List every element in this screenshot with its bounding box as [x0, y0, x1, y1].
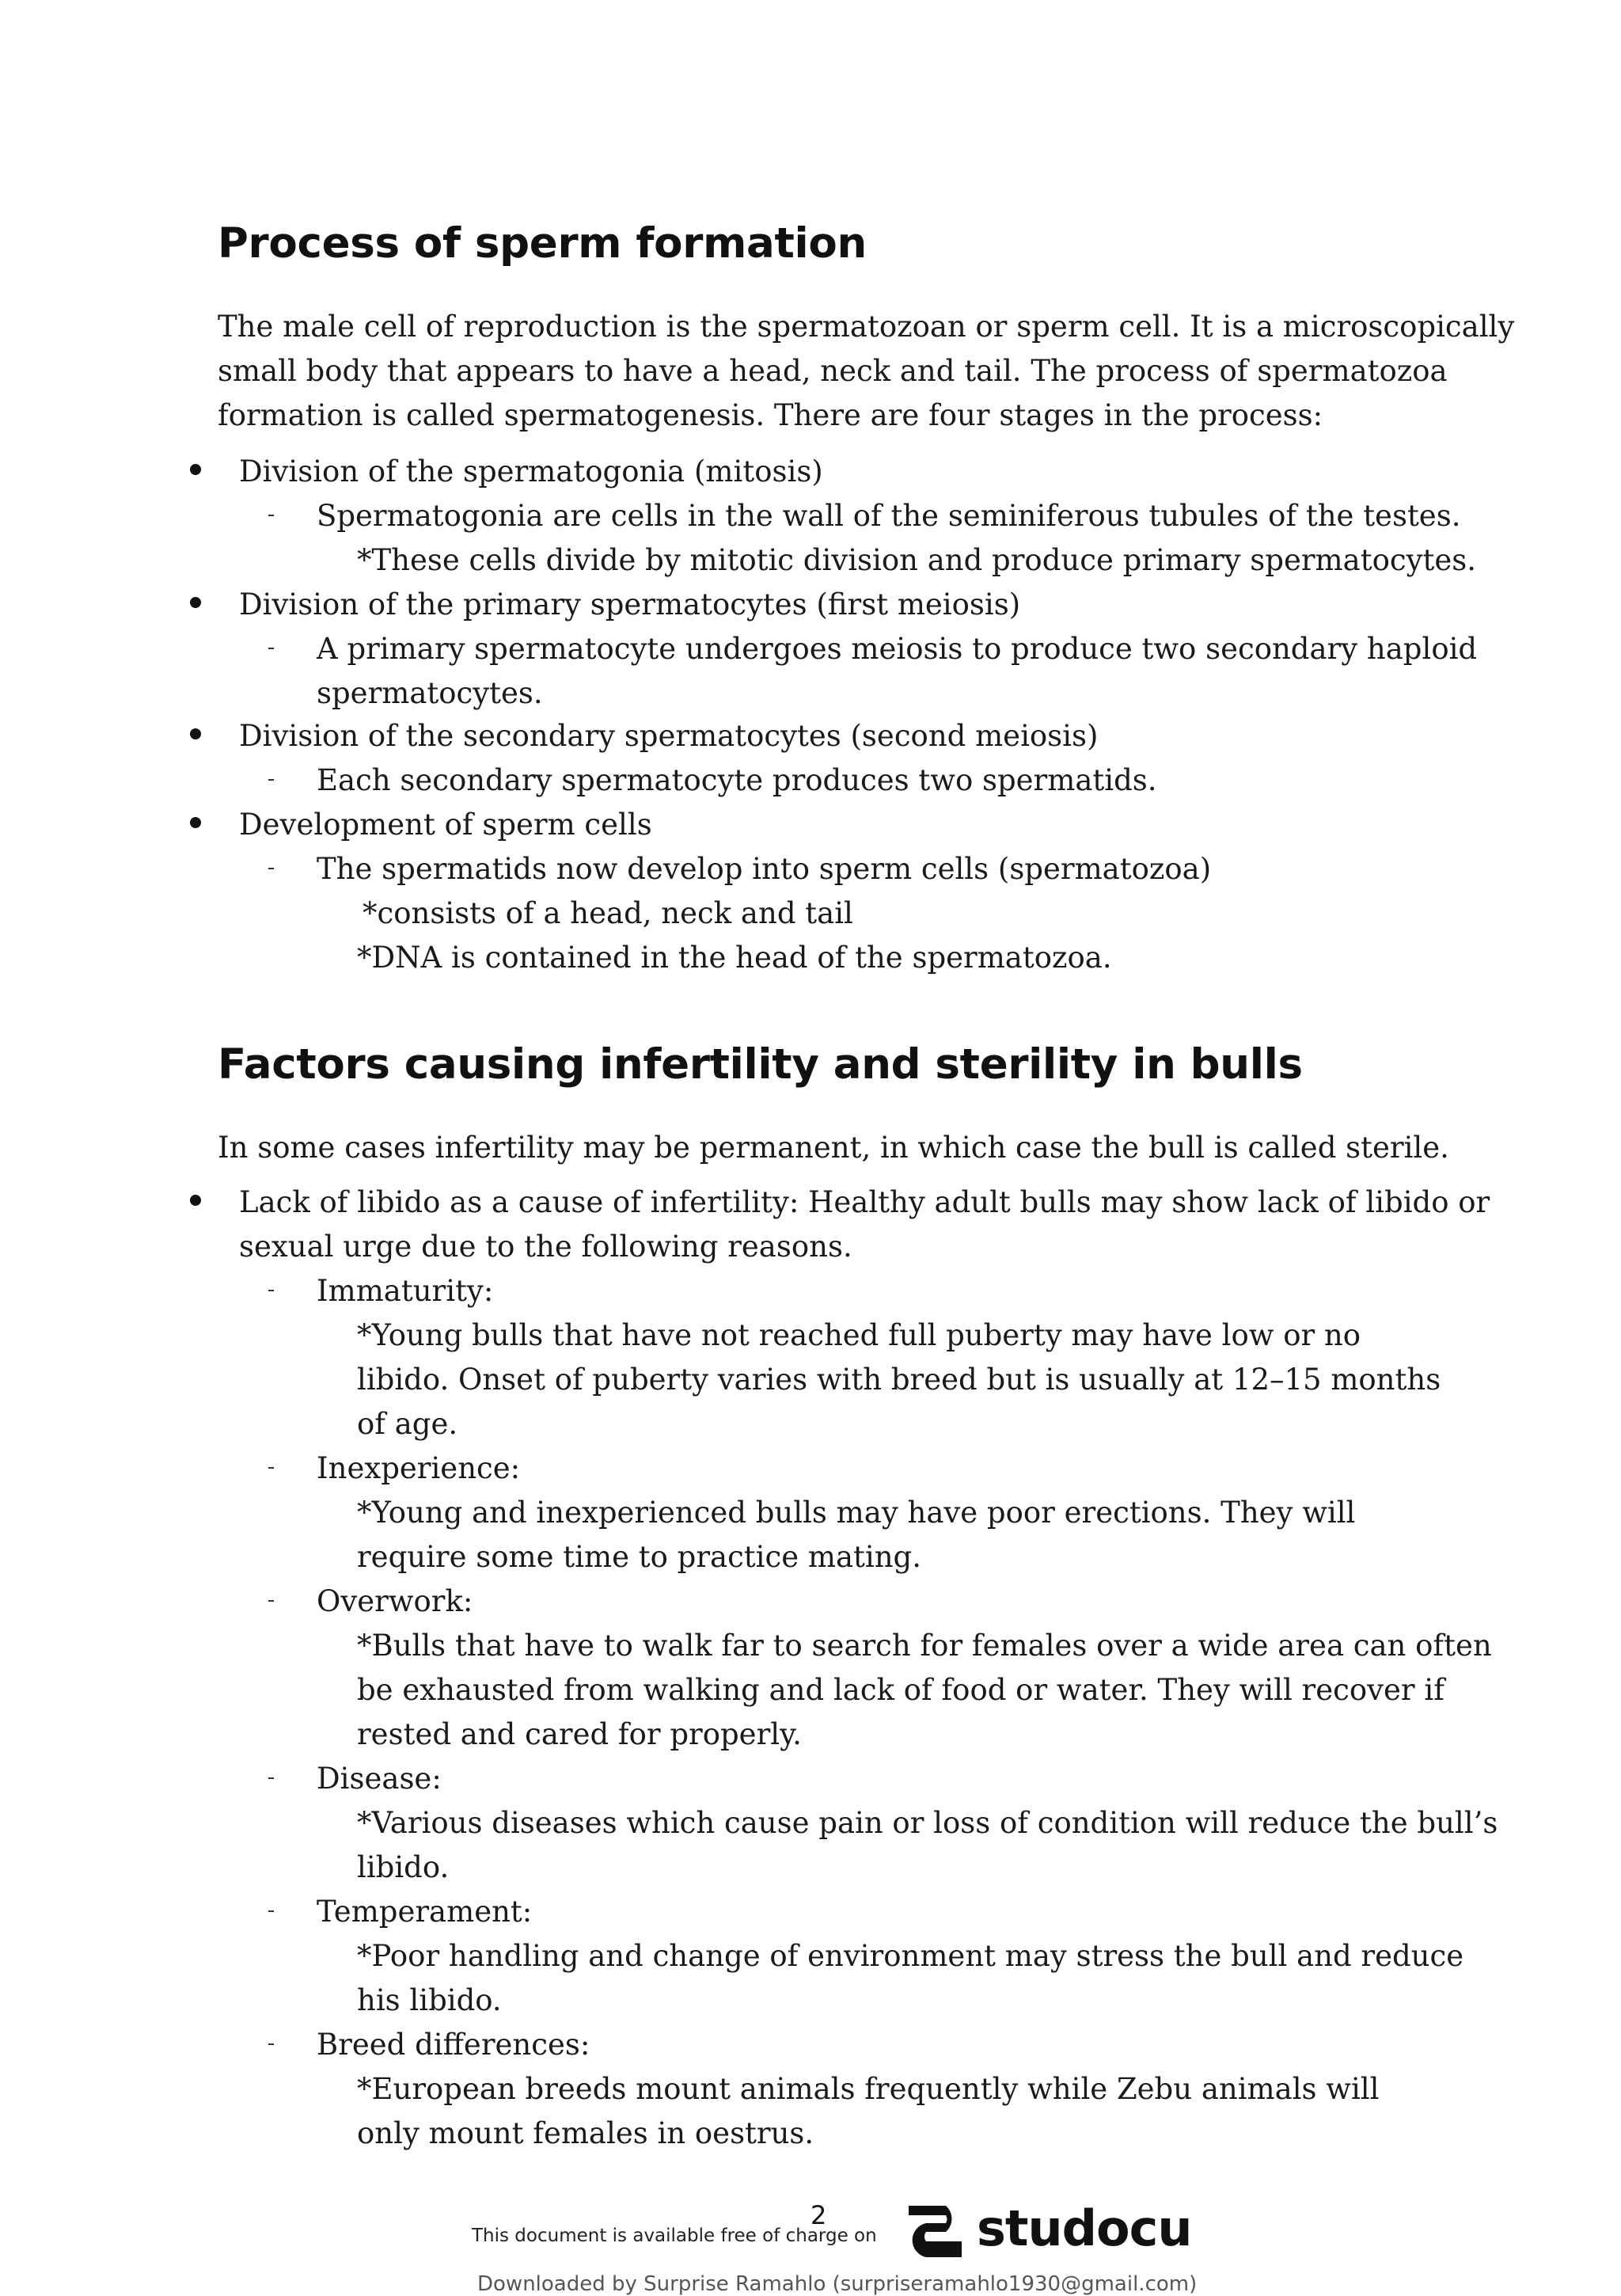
- note-line: his libido.: [357, 1983, 502, 2017]
- note-line: *Young and inexperienced bulls may have poor erections. They will: [357, 1496, 1356, 1530]
- note-line: *European breeds mount animals frequently while Zebu animals will: [357, 2072, 1380, 2106]
- list-item-label: Division of the spermatogonia (mitosis): [239, 454, 823, 488]
- dash-marker: [268, 1290, 274, 1291]
- download-credit: Downloaded by Surprise Ramahlo (surpriseramahlo1930@gmail.com): [477, 2272, 1198, 2296]
- dash-marker: [268, 515, 274, 516]
- sub-item: Each secondary spermatocyte produces two spermatids.: [317, 763, 1157, 797]
- reason-label: Inexperience:: [317, 1451, 521, 1485]
- sub-item: The spermatids now develop into sperm cells (spermatozoa): [317, 852, 1212, 886]
- note-line: *DNA is contained in the head of the spermatozoa.: [357, 941, 1112, 975]
- dash-marker: [268, 648, 274, 649]
- studocu-brand[interactable]: studocu: [977, 2199, 1192, 2257]
- intro-line: formation is called spermatogenesis. There are four stages in the process:: [218, 398, 1323, 432]
- dash-marker: [268, 1467, 274, 1469]
- note-line: only mount females in oestrus.: [357, 2116, 814, 2150]
- reason-label: Immaturity:: [317, 1274, 494, 1308]
- intro-line: small body that appears to have a head, neck and tail. The process of spermatozoa: [218, 354, 1448, 388]
- bullet-marker: [190, 817, 201, 828]
- reason-label: Overwork:: [317, 1584, 473, 1618]
- bullet-marker: [190, 1195, 201, 1206]
- note-line: be exhausted from walking and lack of food or water. They will recover if: [357, 1673, 1444, 1707]
- studocu-logo-icon: [902, 2198, 970, 2265]
- sub-item: spermatocytes.: [317, 676, 543, 710]
- note-line: libido.: [357, 1850, 450, 1884]
- note-line: require some time to practice mating.: [357, 1540, 921, 1574]
- note-line: *Young bulls that have not reached full puberty may have low or no: [357, 1318, 1361, 1352]
- note-line: libido. Onset of puberty varies with breed but is usually at 12–15 months: [357, 1363, 1441, 1397]
- reason-label: Temperament:: [317, 1895, 533, 1929]
- list-item-label: Division of the secondary spermatocytes (second meiosis): [239, 719, 1099, 753]
- dash-marker: [268, 1777, 274, 1779]
- reason-label: Breed differences:: [317, 2028, 590, 2062]
- reason-label: Disease:: [317, 1762, 442, 1796]
- section-title-infertility: Factors causing infertility and sterility in bulls: [218, 1040, 1303, 1089]
- sub-item: A primary spermatocyte undergoes meiosis to produce two secondary haploid: [317, 632, 1478, 666]
- dash-marker: [268, 1910, 274, 1912]
- note-line: *consists of a head, neck and tail: [363, 896, 853, 930]
- note-line: *Various diseases which cause pain or loss of condition will reduce the bull’s: [357, 1806, 1498, 1840]
- bullet-marker: [190, 597, 201, 608]
- list-item-label: Development of sperm cells: [239, 808, 652, 842]
- note-line: *Bulls that have to walk far to search for females over a wide area can often: [357, 1629, 1492, 1663]
- dash-marker: [268, 868, 274, 869]
- list-item-label: Division of the primary spermatocytes (first meiosis): [239, 587, 1021, 622]
- dash-marker: [268, 779, 274, 781]
- note-line: *These cells divide by mitotic division and produce primary spermatocytes.: [357, 543, 1476, 577]
- page-number: 2: [810, 2200, 827, 2230]
- dash-marker: [268, 2043, 274, 2045]
- bullet-marker: [190, 464, 201, 475]
- intro-line: The male cell of reproduction is the spermatozoan or sperm cell. It is a microscopically: [218, 310, 1515, 344]
- section-intro: In some cases infertility may be permanent, in which case the bull is called sterile.: [218, 1131, 1449, 1165]
- list-item-label: Lack of libido as a cause of infertility: Healthy adult bulls may show lack of libido or: [239, 1185, 1490, 1219]
- dash-marker: [268, 1600, 274, 1602]
- note-line: rested and cared for properly.: [357, 1717, 802, 1751]
- availability-text: This document is available free of charge on: [472, 2226, 877, 2246]
- note-line: *Poor handling and change of environment may stress the bull and reduce: [357, 1939, 1464, 1973]
- section-title-sperm-formation: Process of sperm formation: [218, 219, 867, 268]
- note-line: of age.: [357, 1407, 458, 1441]
- sub-item: Spermatogonia are cells in the wall of the seminiferous tubules of the testes.: [317, 499, 1461, 533]
- list-item-label: sexual urge due to the following reasons.: [239, 1230, 852, 1264]
- bullet-marker: [190, 728, 201, 739]
